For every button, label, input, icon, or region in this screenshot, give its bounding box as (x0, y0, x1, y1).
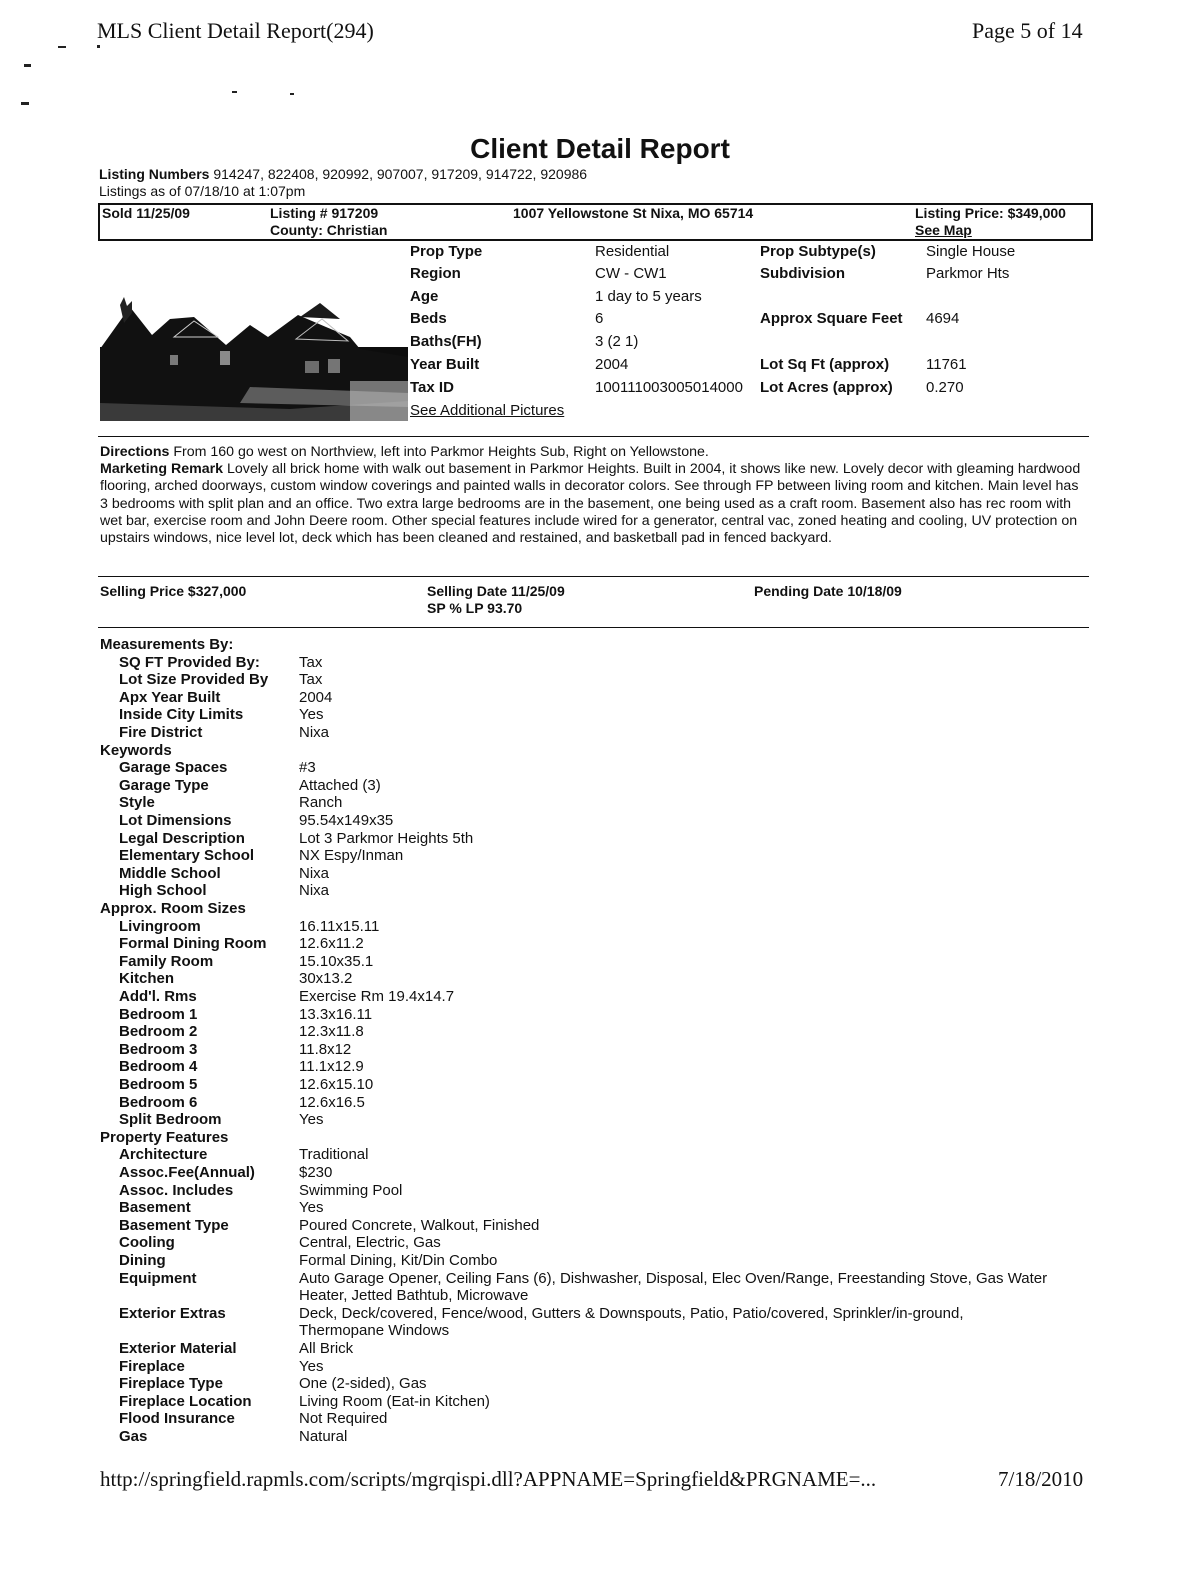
detail-label: Bedroom 5 (119, 1076, 198, 1093)
detail-value-continued: Thermopane Windows (299, 1322, 450, 1340)
year-built-value: 2004 (595, 356, 629, 373)
detail-label: Family Room (119, 952, 214, 970)
detail-label: Gas (119, 1428, 148, 1445)
detail-label: Add'l. Rms (119, 988, 197, 1005)
marketing-text: Lovely all brick home with walk out basement in Parkmor Heights. Built in 2004, it shows like new. Lovely decor with gleaming hardwood flooring, arched doorways, custom window coverings and painted walls in decorator colors. See through FP between living room and kitchen. Main level has 3 bedrooms with split plan and an office. Two extra large bedrooms are in the basement, one being used as a craft room. Basement also has rec room with wet bar, exercise room and John Deere room. Other special features include wired for a generator, central vac, zoned heating and cooling, UV protection on upstairs windows, nice level lot, deck which has been cleaned and restained, and basketball pad in fenced backyard. (100, 461, 1081, 547)
detail-value: Deck, Deck/covered, Fence/wood, Gutters & Downspouts, Patio, Patio/covered, Sprinkler/in-ground, (299, 1304, 964, 1322)
see-map-link[interactable]: See Map (915, 222, 972, 238)
detail-label: Inside City Limits (119, 706, 244, 724)
detail-label: Bedroom 3 (119, 1040, 198, 1058)
detail-value: #3 (299, 759, 316, 777)
directions-text: From 160 go west on Northview, left into Parkmor Heights Sub, Right on Yellowstone. (173, 444, 709, 460)
detail-label: Legal Description (119, 829, 245, 847)
detail-label: Basement Type (119, 1216, 229, 1234)
prop-subtype-label: Prop Subtype(s) (760, 243, 876, 260)
detail-value: 16.11x15.11 (299, 917, 380, 935)
detail-label: Bedroom 1 (119, 1005, 198, 1023)
detail-value: 95.54x149x35 (299, 812, 394, 829)
detail-label: Basement (119, 1199, 191, 1217)
detail-value: 12.6x16.5 (299, 1093, 365, 1111)
subdivision-label: Subdivision (760, 265, 846, 282)
detail-value: Central, Electric, Gas (299, 1234, 441, 1252)
print-header-title: MLS Client Detail Report(294) (97, 18, 374, 43)
divider (98, 436, 1089, 437)
detail-value: 12.6x15.10 (299, 1076, 374, 1093)
detail-value: Swimming Pool (299, 1181, 403, 1199)
section-heading: Measurements By: (100, 636, 234, 653)
divider (98, 627, 1089, 628)
detail-label: Exterior Material (119, 1340, 237, 1357)
prop-type-label: Prop Type (410, 243, 483, 260)
sqft-label: Approx Square Feet (760, 310, 903, 327)
detail-value-continued: Heater, Jetted Bathtub, Microwave (299, 1287, 529, 1305)
beds-label: Beds (410, 310, 447, 327)
region-value: CW - CW1 (595, 265, 667, 282)
baths-label: Baths(FH) (410, 333, 482, 350)
detail-label: Assoc. Includes (119, 1181, 234, 1199)
tax-id-label: Tax ID (410, 379, 454, 396)
detail-value: 15.10x35.1 (299, 952, 374, 970)
detail-value: NX Espy/Inman (299, 847, 404, 865)
detail-label: SQ FT Provided By: (119, 653, 260, 671)
footer-date: 7/18/2010 (998, 1467, 1084, 1491)
prop-type-value: Residential (595, 243, 670, 260)
see-additional-pictures-link[interactable]: See Additional Pictures (410, 402, 565, 419)
selling-date: Selling Date 11/25/09 (427, 583, 565, 599)
detail-label: Bedroom 4 (119, 1058, 198, 1076)
detail-value: $230 (299, 1164, 333, 1181)
print-header-page: Page 5 of 14 (972, 18, 1083, 43)
detail-value: 13.3x16.11 (299, 1005, 373, 1023)
lot-acres-label: Lot Acres (approx) (760, 379, 893, 396)
detail-value: Traditional (299, 1146, 369, 1164)
report-title: Client Detail Report (470, 133, 730, 164)
sqft-value: 4694 (926, 310, 960, 327)
marketing-label: Marketing Remark (100, 461, 224, 478)
footer-url: http://springfield.rapmls.com/scripts/mgrqispi.dll?APPNAME=Springfield&PRGNAME=... (100, 1467, 877, 1491)
detail-value: 2004 (299, 688, 333, 706)
detail-value: Tax (299, 653, 323, 671)
listings-as-of: Listings as of 07/18/10 at 1:07pm (99, 183, 306, 199)
lot-sqft-value: 11761 (926, 356, 967, 373)
detail-value: Lot 3 Parkmor Heights 5th (299, 829, 474, 847)
detail-label: Fireplace Type (119, 1375, 223, 1393)
detail-value: Living Room (Eat-in Kitchen) (299, 1392, 490, 1410)
sold-status: Sold 11/25/09 (102, 205, 190, 221)
detail-label: Elementary School (119, 847, 255, 865)
detail-value: Nixa (299, 882, 330, 900)
lot-acres-value: 0.270 (926, 379, 964, 396)
detail-value: Exercise Rm 19.4x14.7 (299, 988, 455, 1005)
detail-value: Not Required (299, 1410, 388, 1428)
directions (100, 444, 1090, 461)
year-built-label: Year Built (410, 356, 480, 373)
selling-price: Selling Price $327,000 (100, 583, 247, 599)
detail-value: 11.1x12.9 (299, 1058, 364, 1076)
subdivision-value: Parkmor Hts (926, 265, 1010, 282)
tax-id-value: 100111003005014000 (595, 379, 743, 396)
detail-label: Garage Type (119, 776, 209, 794)
region-label: Region (410, 265, 461, 282)
detail-value: Natural (299, 1428, 348, 1445)
detail-value: Auto Garage Opener, Ceiling Fans (6), Dishwasher, Disposal, Elec Oven/Range, Freestanding Stove, Gas Water (299, 1269, 1048, 1287)
detail-label: Flood Insurance (119, 1410, 235, 1428)
baths-value: 3 (2 1) (595, 333, 639, 350)
detail-value: Poured Concrete, Walkout, Finished (299, 1216, 540, 1234)
listing-price: Listing Price: $349,000 (915, 205, 1066, 221)
detail-label: Assoc.Fee(Annual) (119, 1164, 255, 1181)
section-heading: Property Features (100, 1128, 229, 1146)
detail-label: Architecture (119, 1146, 208, 1164)
detail-label: Lot Dimensions (119, 812, 232, 829)
detail-value: 12.6x11.2 (299, 935, 364, 953)
detail-label: Fireplace (119, 1357, 185, 1375)
detail-value: Tax (299, 671, 323, 689)
detail-label: Exterior Extras (119, 1304, 226, 1322)
detail-value: Yes (299, 1111, 324, 1129)
detail-label: Livingroom (119, 917, 201, 935)
detail-value: Formal Dining, Kit/Din Combo (299, 1252, 498, 1269)
listing-numbers-value: 914247, 822408, 920992, 907007, 917209, 914722, 920986 (213, 166, 588, 182)
section-heading: Keywords (100, 741, 172, 759)
detail-label: Garage Spaces (119, 759, 228, 777)
remarks-section (100, 444, 1090, 547)
listing-numbers-label: Listing Numbers (99, 166, 210, 182)
lot-sqft-label: Lot Sq Ft (approx) (760, 356, 890, 373)
listing-numbers (99, 166, 587, 182)
detail-label: Kitchen (119, 970, 175, 988)
detail-value: Nixa (299, 724, 330, 741)
detail-label: Apx Year Built (119, 688, 221, 706)
sp-lp-percent: SP % LP 93.70 (427, 600, 523, 616)
section-heading: Approx. Room Sizes (100, 900, 246, 917)
house-image (100, 297, 408, 421)
detail-label: Bedroom 2 (119, 1023, 198, 1041)
detail-value: One (2-sided), Gas (299, 1375, 427, 1393)
detail-label: Middle School (119, 864, 221, 882)
detail-label: Bedroom 6 (119, 1093, 198, 1111)
detail-value: Attached (3) (299, 776, 381, 794)
detail-label: High School (119, 882, 207, 900)
marketing-remark (100, 461, 1090, 547)
age-label: Age (410, 288, 439, 305)
detail-label: Style (119, 794, 155, 812)
directions-label: Directions (100, 444, 170, 460)
detail-label: Equipment (119, 1269, 197, 1287)
listing-number: Listing # 917209 (270, 205, 379, 221)
prop-subtype-value: Single House (926, 243, 1016, 260)
county: County: Christian (270, 222, 388, 238)
detail-label: Fireplace Location (119, 1392, 252, 1410)
property-photo[interactable] (100, 297, 408, 421)
detail-label: Cooling (119, 1234, 175, 1252)
detail-value: Yes (299, 1199, 324, 1217)
detail-value: Yes (299, 706, 324, 724)
detail-value: All Brick (299, 1340, 354, 1357)
beds-value: 6 (595, 310, 604, 327)
detail-label: Lot Size Provided By (119, 671, 269, 689)
detail-value: 30x13.2 (299, 970, 353, 988)
detail-value: Ranch (299, 794, 343, 812)
detail-label: Formal Dining Room (119, 935, 267, 953)
detail-label: Fire District (119, 724, 203, 741)
detail-label: Dining (119, 1252, 166, 1269)
detail-value: Nixa (299, 864, 330, 882)
pending-date: Pending Date 10/18/09 (754, 583, 902, 599)
detail-label: Split Bedroom (119, 1111, 222, 1129)
address: 1007 Yellowstone St Nixa, MO 65714 (513, 205, 754, 221)
age-value: 1 day to 5 years (595, 288, 702, 305)
divider (98, 576, 1089, 577)
detail-value: 11.8x12 (299, 1040, 352, 1058)
detail-value: Yes (299, 1357, 324, 1375)
detail-value: 12.3x11.8 (299, 1023, 364, 1041)
